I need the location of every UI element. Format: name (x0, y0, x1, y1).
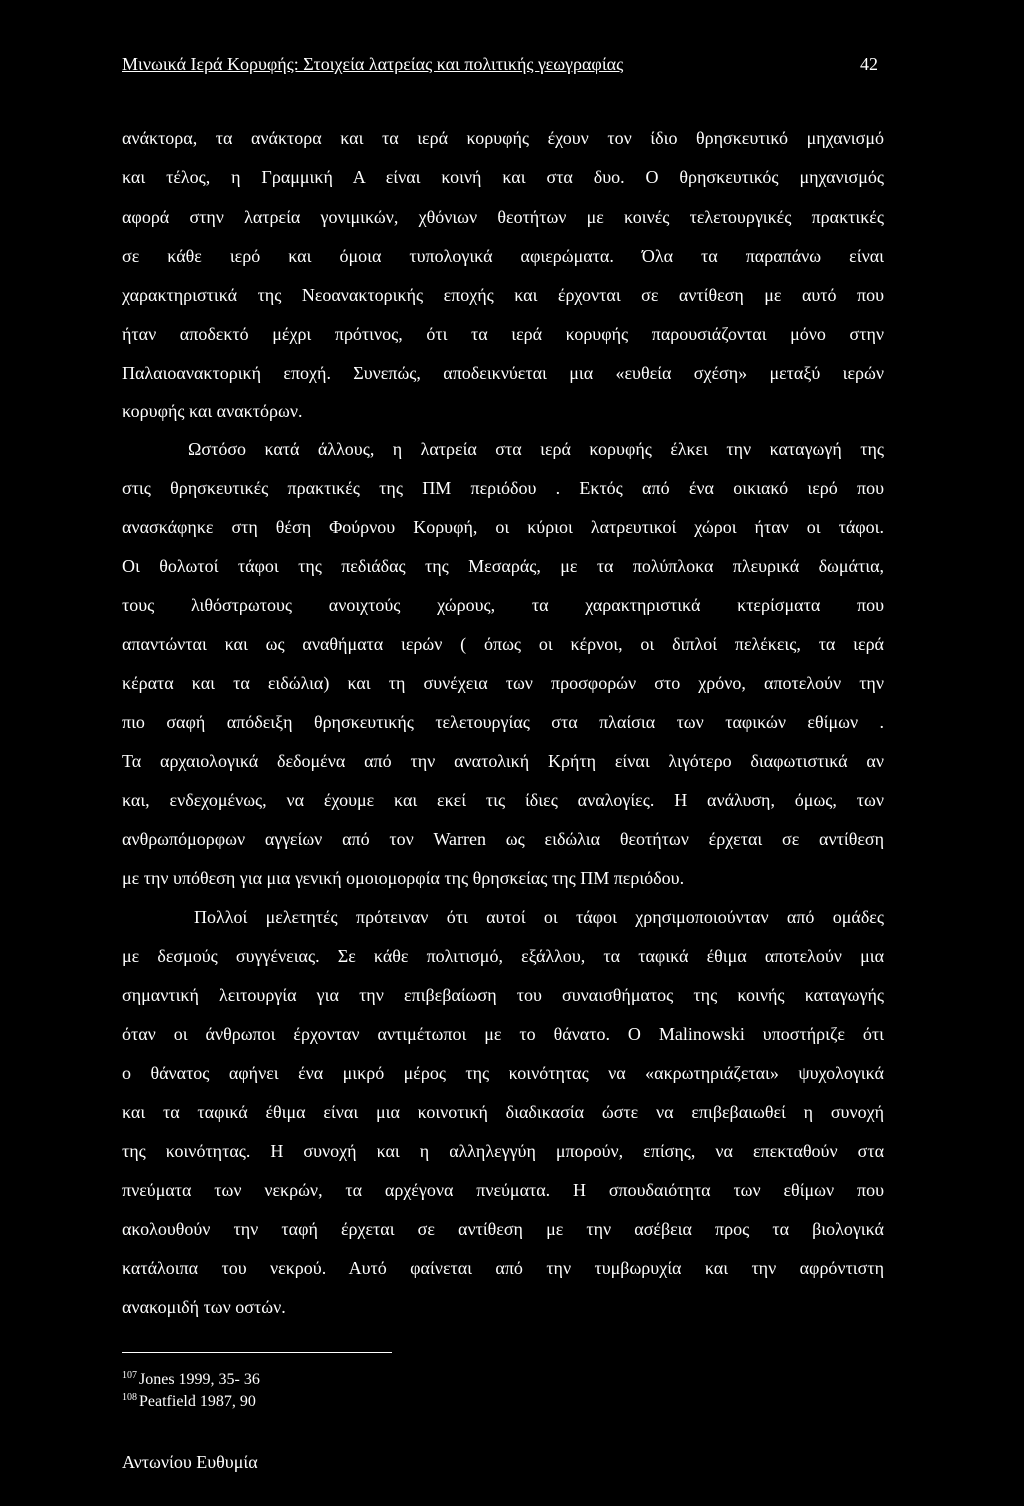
text-line: Τα αρχαιολογικά δεδομένα από την ανατολική Κρήτη είναι λιγότερο διαφωτιστικά αν (122, 751, 884, 771)
text-line: πιο σαφή απόδειξη θρησκευτικής τελετουργίας στα πλαίσια των ταφικών εθίμων . (122, 712, 884, 732)
text-line: και, ενδεχομένως, να έχουμε και εκεί τις ίδιες αναλογίες. Η ανάλυση, όμως, των (122, 790, 884, 810)
text-line: ο θάνατος αφήνει ένα μικρό μέρος της κοινότητας να «ακρωτηριάζεται» ψυχολογικά (122, 1063, 884, 1083)
text-line: σημαντική λειτουργία για την επιβεβαίωση του συναισθήματος της κοινής καταγωγής (122, 985, 884, 1005)
text-line: της κοινότητας. Η συνοχή και η αλληλεγγύη μπορούν, επίσης, να επεκταθούν στα (122, 1141, 884, 1161)
page-number: 42 (860, 54, 878, 74)
text-line: σε κάθε ιερό και όμοια τυπολογικά αφιερώματα. Όλα τα παραπάνω είναι (122, 246, 884, 266)
text-line: και τέλος, η Γραμμική Α είναι κοινή και στα δυο. Ο θρησκευτικός μηχανισμός (122, 167, 884, 187)
footnote-separator (122, 1352, 392, 1353)
text-line: κορυφής και ανακτόρων. (122, 401, 303, 421)
footnote-107 (122, 1366, 260, 1386)
text-line: με την υπόθεση για μια γενική ομοιομορφία της θρησκείας της ΠΜ περιόδου. (122, 868, 685, 888)
text-line: ανασκάφηκε στη θέση Φούρνου Κορυφή, οι κύριοι λατρευτικοί χώροι ήταν οι τάφοι. (122, 517, 884, 537)
text-line: ανθρωπόμορφων αγγείων από τον Warren ως ειδώλια θεοτήτων έρχεται σε αντίθεση (122, 829, 884, 849)
text-line: αφορά στην λατρεία γονιμικών, χθόνιων θεοτήτων με κοινές τελετουργικές πρακτικές (122, 207, 884, 227)
text-line: χαρακτηριστικά της Νεοανακτορικής εποχής και έρχονται σε αντίθεση με αυτό που (122, 285, 884, 305)
text-line: Ωστόσο κατά άλλους, η λατρεία στα ιερά κορυφής έλκει την καταγωγή της (188, 439, 884, 459)
text-line: τους λιθόστρωτους ανοιχτούς χώρους, τα χαρακτηριστικά κτερίσματα που (122, 595, 884, 615)
text-line: Παλαιοανακτορική εποχή. Συνεπώς, αποδεικνύεται μια «ευθεία σχέση» μεταξύ ιερών (122, 363, 884, 383)
text-line: με δεσμούς συγγένειας. Σε κάθε πολιτισμό, εξάλλου, τα ταφικά έθιμα αποτελούν μια (122, 946, 884, 966)
running-header-title: Μινωικά Ιερά Κορυφής: Στοιχεία λατρείας και πολιτικής γεωγραφίας (122, 54, 624, 74)
text-line: όταν οι άνθρωποι έρχονταν αντιμέτωποι με το θάνατο. Ο Malinowski υποστήριζε ότι (122, 1024, 884, 1044)
footnote-number: 107 (122, 1370, 137, 1381)
text-line: Οι θολωτοί τάφοι της πεδιάδας της Μεσαράς, με τα πολύπλοκα πλευρικά δωμάτια, (122, 556, 884, 576)
text-line: ήταν αποδεκτό μέχρι πρότινος, ότι τα ιερά κορυφής παρουσιάζονται μόνο στην (122, 324, 884, 344)
text-line: κέρατα και τα ειδώλια) και τη συνέχεια των προσφορών στο χρόνο, αποτελούν την (122, 673, 884, 693)
footnote-number: 108 (122, 1392, 137, 1403)
text-line: πνεύματα των νεκρών, τα αρχέγονα πνεύματα. Η σπουδαιότητα των εθίμων που (122, 1180, 884, 1200)
text-line: ανακομιδή των οστών. (122, 1297, 286, 1317)
footnote-text: Jones 1999, 35- 36 (139, 1371, 260, 1388)
text-line: ακολουθούν την ταφή έρχεται σε αντίθεση με την ασέβεια προς τα βιολογικά (122, 1219, 884, 1239)
text-line: ανάκτορα, τα ανάκτορα και τα ιερά κορυφής έχουν τον ίδιο θρησκευτικό μηχανισμό (122, 128, 884, 148)
text-line: απαντώνται και ως αναθήματα ιερών ( όπως οι κέρνοι, οι διπλοί πελέκεις, τα ιερά (122, 634, 884, 654)
text-line: και τα ταφικά έθιμα είναι μια κοινοτική διαδικασία ώστε να επιβεβαιωθεί η συνοχή (122, 1102, 884, 1122)
text-line: στις θρησκευτικές πρακτικές της ΠΜ περιόδου . Εκτός από ένα οικιακό ιερό που (122, 478, 884, 498)
footnote-text: Peatfield 1987, 90 (139, 1393, 256, 1410)
text-line: κατάλοιπα του νεκρού. Αυτό φαίνεται από την τυμβωρυχία και την αφρόντιστη (122, 1258, 884, 1278)
text-line: Πολλοί μελετητές πρότειναν ότι αυτοί οι τάφοι χρησιμοποιούνταν από ομάδες (194, 907, 884, 927)
author-footer: Αντωνίου Ευθυμία (122, 1452, 258, 1472)
footnote-108 (122, 1388, 256, 1408)
